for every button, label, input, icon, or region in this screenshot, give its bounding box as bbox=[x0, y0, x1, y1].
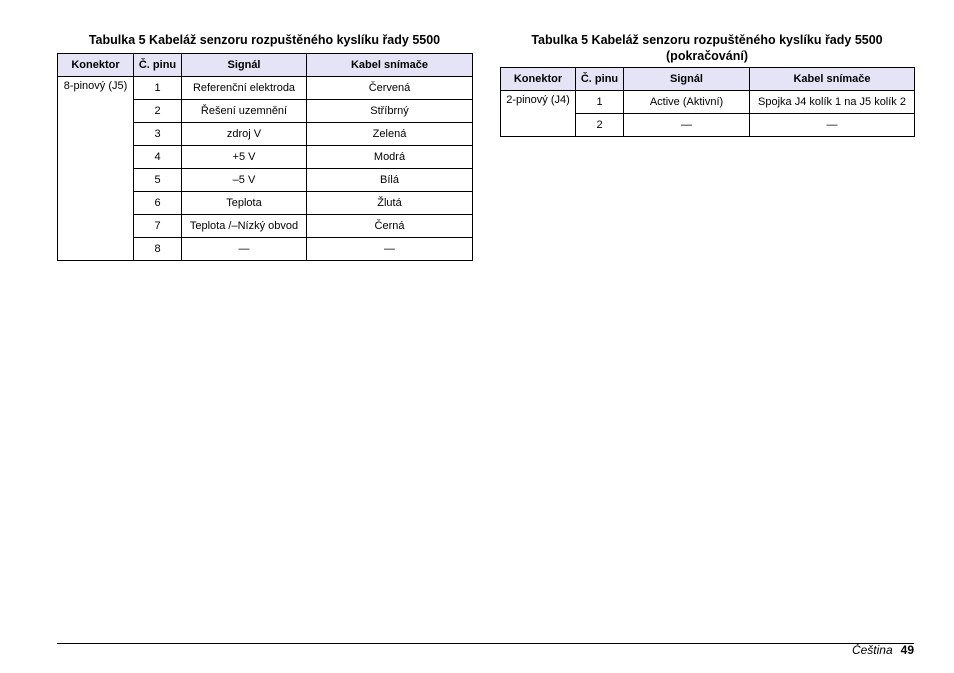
pin-cell: 6 bbox=[134, 192, 182, 215]
signal-cell: Referenční elektroda bbox=[182, 77, 307, 100]
table-caption-right bbox=[500, 32, 914, 64]
cable-cell: Spojka J4 kolík 1 na J5 kolík 2 bbox=[750, 91, 915, 114]
table-caption-left: Tabulka 5 Kabeláž senzoru rozpuštěného kyslíku řady 5500 bbox=[88, 33, 441, 47]
connector-cell: 2-pinový (J4) bbox=[501, 91, 576, 137]
caption-title: Tabulka 5 Kabeláž senzoru rozpuštěného kyslíku řady 5500 bbox=[531, 33, 883, 47]
pin-cell: 2 bbox=[134, 100, 182, 123]
pin-cell: 2 bbox=[576, 114, 624, 137]
signal-cell: +5 V bbox=[182, 146, 307, 169]
pin-cell: 7 bbox=[134, 215, 182, 238]
signal-cell: Teplota /–Nízký obvod bbox=[182, 215, 307, 238]
cable-cell: Stříbrný bbox=[307, 100, 473, 123]
cable-cell: — bbox=[307, 238, 473, 261]
footer-divider bbox=[57, 643, 914, 644]
signal-cell: — bbox=[624, 114, 750, 137]
signal-cell: zdroj V bbox=[182, 123, 307, 146]
header-cable: Kabel snímače bbox=[750, 68, 915, 91]
page-number: 49 bbox=[900, 643, 914, 657]
table-header-row bbox=[58, 54, 473, 77]
signal-cell: Řešení uzemnění bbox=[182, 100, 307, 123]
signal-cell: Active (Aktivní) bbox=[624, 91, 750, 114]
header-pin: Č. pinu bbox=[576, 68, 624, 91]
pin-cell: 4 bbox=[134, 146, 182, 169]
header-connector: Konektor bbox=[501, 68, 576, 91]
table-header-row bbox=[501, 68, 915, 91]
cable-cell: Zelená bbox=[307, 123, 473, 146]
header-cable: Kabel snímače bbox=[307, 54, 473, 77]
caption-continued: (pokračování) bbox=[666, 49, 748, 63]
signal-cell: Teplota bbox=[182, 192, 307, 215]
pin-cell: 3 bbox=[134, 123, 182, 146]
cable-cell: Červená bbox=[307, 77, 473, 100]
header-connector: Konektor bbox=[58, 54, 134, 77]
cable-cell: — bbox=[750, 114, 915, 137]
signal-cell: — bbox=[182, 238, 307, 261]
pin-cell: 8 bbox=[134, 238, 182, 261]
pin-cell: 5 bbox=[134, 169, 182, 192]
header-signal: Signál bbox=[624, 68, 750, 91]
footer-language: Čeština bbox=[851, 643, 893, 657]
header-signal: Signál bbox=[182, 54, 307, 77]
cable-cell: Bílá bbox=[307, 169, 473, 192]
signal-cell: –5 V bbox=[182, 169, 307, 192]
pin-cell: 1 bbox=[576, 91, 624, 114]
cable-cell: Žlutá bbox=[307, 192, 473, 215]
wiring-table-8pin bbox=[57, 53, 473, 261]
table-row bbox=[501, 91, 915, 114]
cable-cell: Černá bbox=[307, 215, 473, 238]
pin-cell: 1 bbox=[134, 77, 182, 100]
connector-cell: 8-pinový (J5) bbox=[58, 77, 134, 261]
wiring-table-2pin bbox=[500, 67, 915, 137]
table-row bbox=[58, 77, 473, 100]
page-footer bbox=[852, 643, 914, 657]
cable-cell: Modrá bbox=[307, 146, 473, 169]
header-pin: Č. pinu bbox=[134, 54, 182, 77]
